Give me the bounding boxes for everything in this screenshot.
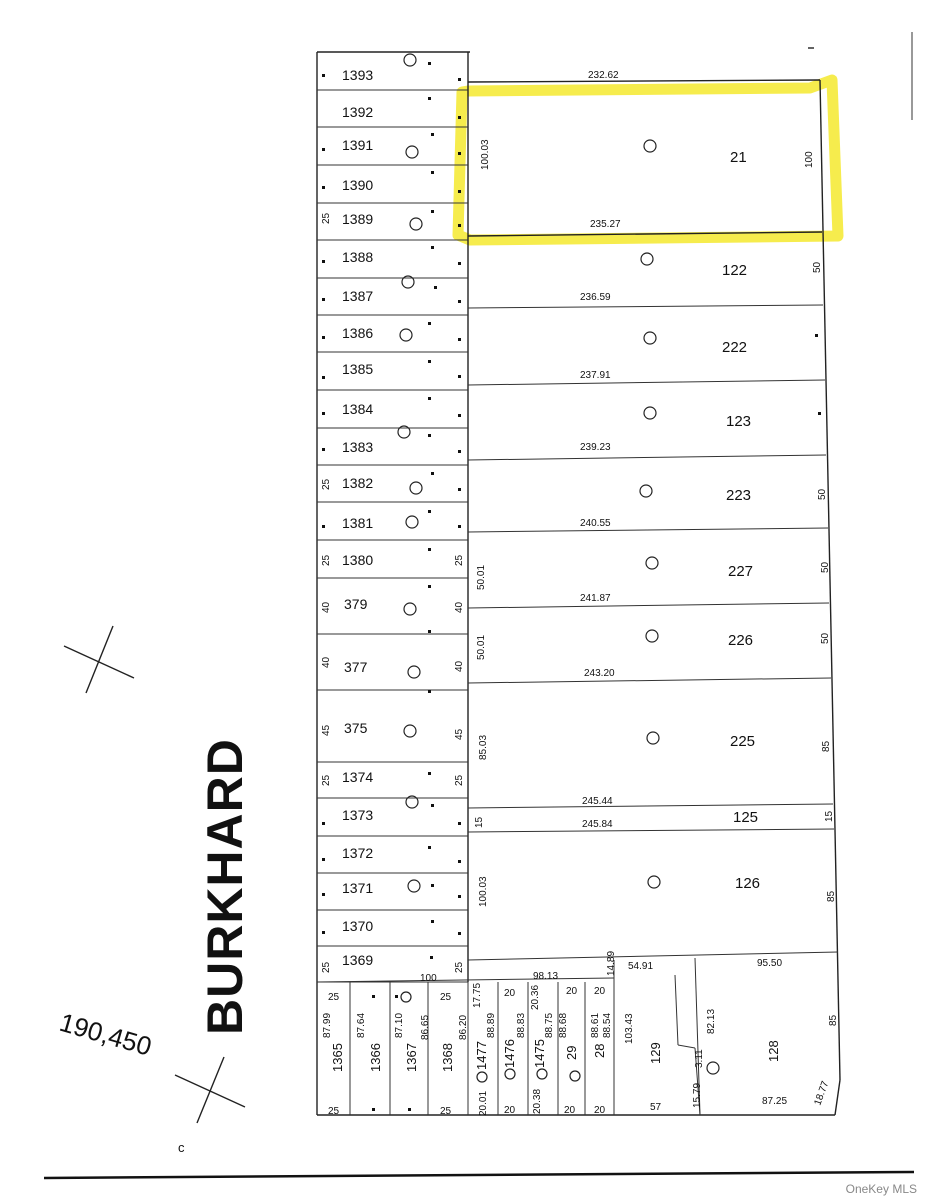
- marker-circle: [648, 876, 660, 888]
- dimension-label: 243.20: [584, 668, 615, 679]
- dimension-label: 14.89: [606, 950, 617, 976]
- parcel-123: 123: [726, 413, 752, 430]
- marker-circle: [644, 332, 656, 344]
- dimension-label: 235.27: [590, 219, 621, 230]
- dimension-label: 20.01: [478, 1090, 489, 1116]
- marker-circle: [570, 1071, 580, 1081]
- lot-1370: 1370: [342, 918, 374, 934]
- dimension-label: 20.38: [532, 1088, 543, 1114]
- dimension-label: 88.54: [602, 1012, 613, 1038]
- marker-circle: [404, 54, 416, 66]
- lot-1373: 1373: [342, 807, 374, 823]
- marker-circle: [644, 140, 656, 152]
- dimension-label: 86.20: [458, 1014, 469, 1040]
- dimension-label: 50: [812, 261, 823, 273]
- dimension-label: 241.87: [580, 593, 611, 604]
- marker-circle: [640, 485, 652, 497]
- dimension-label: 50.01: [476, 564, 487, 590]
- dimension-label: 25: [328, 992, 340, 1003]
- dimension-label: 87.10: [394, 1012, 405, 1038]
- dimension-label: 87.25: [762, 1096, 788, 1107]
- marker-circle: [404, 725, 416, 737]
- marker-circle: [537, 1069, 547, 1079]
- dimension-label: 15: [824, 810, 835, 822]
- lot-1391: 1391: [342, 137, 374, 153]
- marker-circle: [641, 253, 653, 265]
- dimension-label: 88.89: [486, 1012, 497, 1038]
- lot-1368: 1368: [440, 1043, 455, 1072]
- dimension-label: 85: [828, 1014, 839, 1026]
- dimension-label: 50: [820, 632, 831, 644]
- marker-circle: [410, 218, 422, 230]
- lot-1384: 1384: [342, 401, 374, 417]
- dimension-label: 25: [321, 554, 332, 566]
- dimension-label: 54.91: [628, 961, 654, 972]
- dimension-label: 88.61: [590, 1012, 601, 1038]
- lot-1388: 1388: [342, 249, 374, 265]
- parcel-226: 226: [728, 632, 754, 649]
- page-baseline: [44, 1172, 914, 1178]
- dimension-label: 50: [817, 488, 828, 500]
- lot-1477: 1477: [474, 1041, 489, 1070]
- dimension-label: 25: [440, 1106, 452, 1117]
- lot-1383: 1383: [342, 439, 374, 455]
- dimension-label: 95.50: [757, 958, 783, 969]
- left-lot-dividers: [317, 90, 468, 982]
- dimension-label: 103.43: [624, 1013, 635, 1044]
- lot-379: 379: [344, 596, 368, 612]
- dimension-label: 87.64: [356, 1012, 367, 1038]
- dimension-label: 50.01: [476, 634, 487, 660]
- lot-1475: 1475: [532, 1039, 547, 1068]
- lot-375: 375: [344, 720, 368, 736]
- dimension-label: 45: [454, 728, 465, 740]
- dimension-label: 245.44: [582, 796, 613, 807]
- parcel-21: 21: [730, 149, 747, 166]
- parcel-125: 125: [733, 809, 759, 826]
- dimension-label: 20: [504, 988, 516, 999]
- marker-circle: [408, 666, 420, 678]
- dimension-label: 20: [564, 1105, 576, 1116]
- partial-label: c: [178, 1140, 185, 1155]
- parcel-225: 225: [730, 733, 756, 750]
- lot-1385: 1385: [342, 361, 374, 377]
- dimension-label: 245.84: [582, 819, 613, 830]
- marker-circle: [404, 603, 416, 615]
- lot-1476: 1476: [502, 1039, 517, 1068]
- lot-marker-circles: [398, 54, 719, 1082]
- dimension-label: 50: [820, 561, 831, 573]
- dimension-label: 88.68: [558, 1012, 569, 1038]
- dimension-label: 87.99: [322, 1012, 333, 1038]
- street-name-label: BURKHARD: [197, 738, 253, 1035]
- lot-128: 128: [766, 1040, 781, 1062]
- grid-coordinate-label: 190,450: [56, 1006, 155, 1062]
- bottom-block-labels: [322, 951, 832, 1117]
- dimension-label: 240.55: [580, 518, 611, 529]
- left-lot-numbers: [342, 67, 373, 968]
- dimension-label: 25: [321, 478, 332, 490]
- lot-1374: 1374: [342, 769, 374, 785]
- lot-1380: 1380: [342, 552, 374, 568]
- dimension-label: 85: [821, 740, 832, 752]
- lot-377: 377: [344, 659, 368, 675]
- dimension-label: 20: [594, 986, 606, 997]
- lot-1387: 1387: [342, 288, 374, 304]
- dimension-label: 239.23: [580, 442, 611, 453]
- lot-1389: 1389: [342, 211, 374, 227]
- lot-1392: 1392: [342, 104, 374, 120]
- dimension-label: 25: [454, 554, 465, 566]
- lot-1367: 1367: [404, 1043, 419, 1072]
- dimension-label: 100.03: [480, 139, 491, 170]
- dimension-label: 237.91: [580, 370, 611, 381]
- dimension-label: 20.36: [530, 984, 541, 1010]
- marker-circle: [707, 1062, 719, 1074]
- bottom-block-dividers: [317, 958, 700, 1115]
- watermark: OneKey MLS: [845, 1182, 917, 1196]
- dimension-label: 25: [454, 961, 465, 973]
- dimension-label: 100.03: [478, 876, 489, 907]
- dimension-label: 45: [321, 724, 332, 736]
- dimension-label: 88.75: [544, 1012, 555, 1038]
- dimension-label: 15: [474, 816, 485, 828]
- dimension-label: 25: [440, 992, 452, 1003]
- right-parcel-numbers: [722, 149, 760, 892]
- marker-circle: [477, 1072, 487, 1082]
- dimension-label: 100: [804, 151, 815, 168]
- marker-circle: [505, 1069, 515, 1079]
- marker-circle: [646, 557, 658, 569]
- dimension-label: 232.62: [588, 70, 619, 81]
- frontage-dimensions: [321, 139, 839, 1026]
- dimension-label: 3.11: [694, 1049, 705, 1068]
- dimension-label: 25: [328, 1106, 340, 1117]
- lot-1381: 1381: [342, 515, 374, 531]
- parcel-126: 126: [735, 875, 761, 892]
- marker-circle: [406, 516, 418, 528]
- dimension-label: 88.83: [516, 1012, 527, 1038]
- dimension-label: 25: [321, 212, 332, 224]
- marker-circle: [406, 146, 418, 158]
- marker-circle: [644, 407, 656, 419]
- lot-1386: 1386: [342, 325, 374, 341]
- lot-29: 29: [564, 1045, 579, 1060]
- dimension-label: 17.75: [472, 982, 483, 1008]
- lot-1393: 1393: [342, 67, 374, 83]
- dimension-label: 82.13: [706, 1008, 717, 1034]
- lot-129: 129: [648, 1042, 663, 1064]
- dimension-label: 20: [566, 986, 578, 997]
- dimension-label: 25: [454, 774, 465, 786]
- marker-circle: [647, 732, 659, 744]
- dimension-label: 15.79: [692, 1082, 703, 1108]
- dimension-label: 236.59: [580, 292, 611, 303]
- dimension-label: 85.03: [478, 734, 489, 760]
- dimension-label: 25: [321, 774, 332, 786]
- dimension-label: 98.13: [533, 971, 559, 982]
- parcel-122: 122: [722, 262, 748, 279]
- dimension-label: 40: [454, 601, 465, 613]
- lot-1371: 1371: [342, 880, 374, 896]
- dimension-label: 40: [321, 601, 332, 613]
- marker-circle: [410, 482, 422, 494]
- dimension-label: 40: [454, 660, 465, 672]
- dimension-label: 20: [504, 1105, 516, 1116]
- parcel-223: 223: [726, 487, 752, 504]
- marker-circle: [401, 992, 411, 1002]
- lot-28: 28: [592, 1043, 607, 1058]
- marker-circle: [646, 630, 658, 642]
- lot-1366: 1366: [368, 1043, 383, 1072]
- lot-1365: 1365: [330, 1043, 345, 1072]
- dimension-label: 57: [650, 1102, 662, 1113]
- lot-1372: 1372: [342, 845, 374, 861]
- parcel-227: 227: [728, 563, 754, 580]
- marker-circle: [400, 329, 412, 341]
- right-parcel-dividers: [468, 232, 838, 960]
- highlighted-parcel-21-outline: [458, 80, 838, 240]
- dimension-label: 40: [321, 656, 332, 668]
- lot-1390: 1390: [342, 177, 374, 193]
- dimension-label: 86.65: [420, 1014, 431, 1040]
- dimension-label: 18.77: [812, 1079, 832, 1108]
- marker-circle: [408, 880, 420, 892]
- dimension-label: 85: [826, 890, 837, 902]
- lot-1382: 1382: [342, 475, 374, 491]
- dimension-label: 100: [420, 973, 437, 984]
- parcel-222: 222: [722, 339, 748, 356]
- lot-1369: 1369: [342, 952, 374, 968]
- dimension-label: 25: [321, 961, 332, 973]
- dimension-label: 20: [594, 1105, 606, 1116]
